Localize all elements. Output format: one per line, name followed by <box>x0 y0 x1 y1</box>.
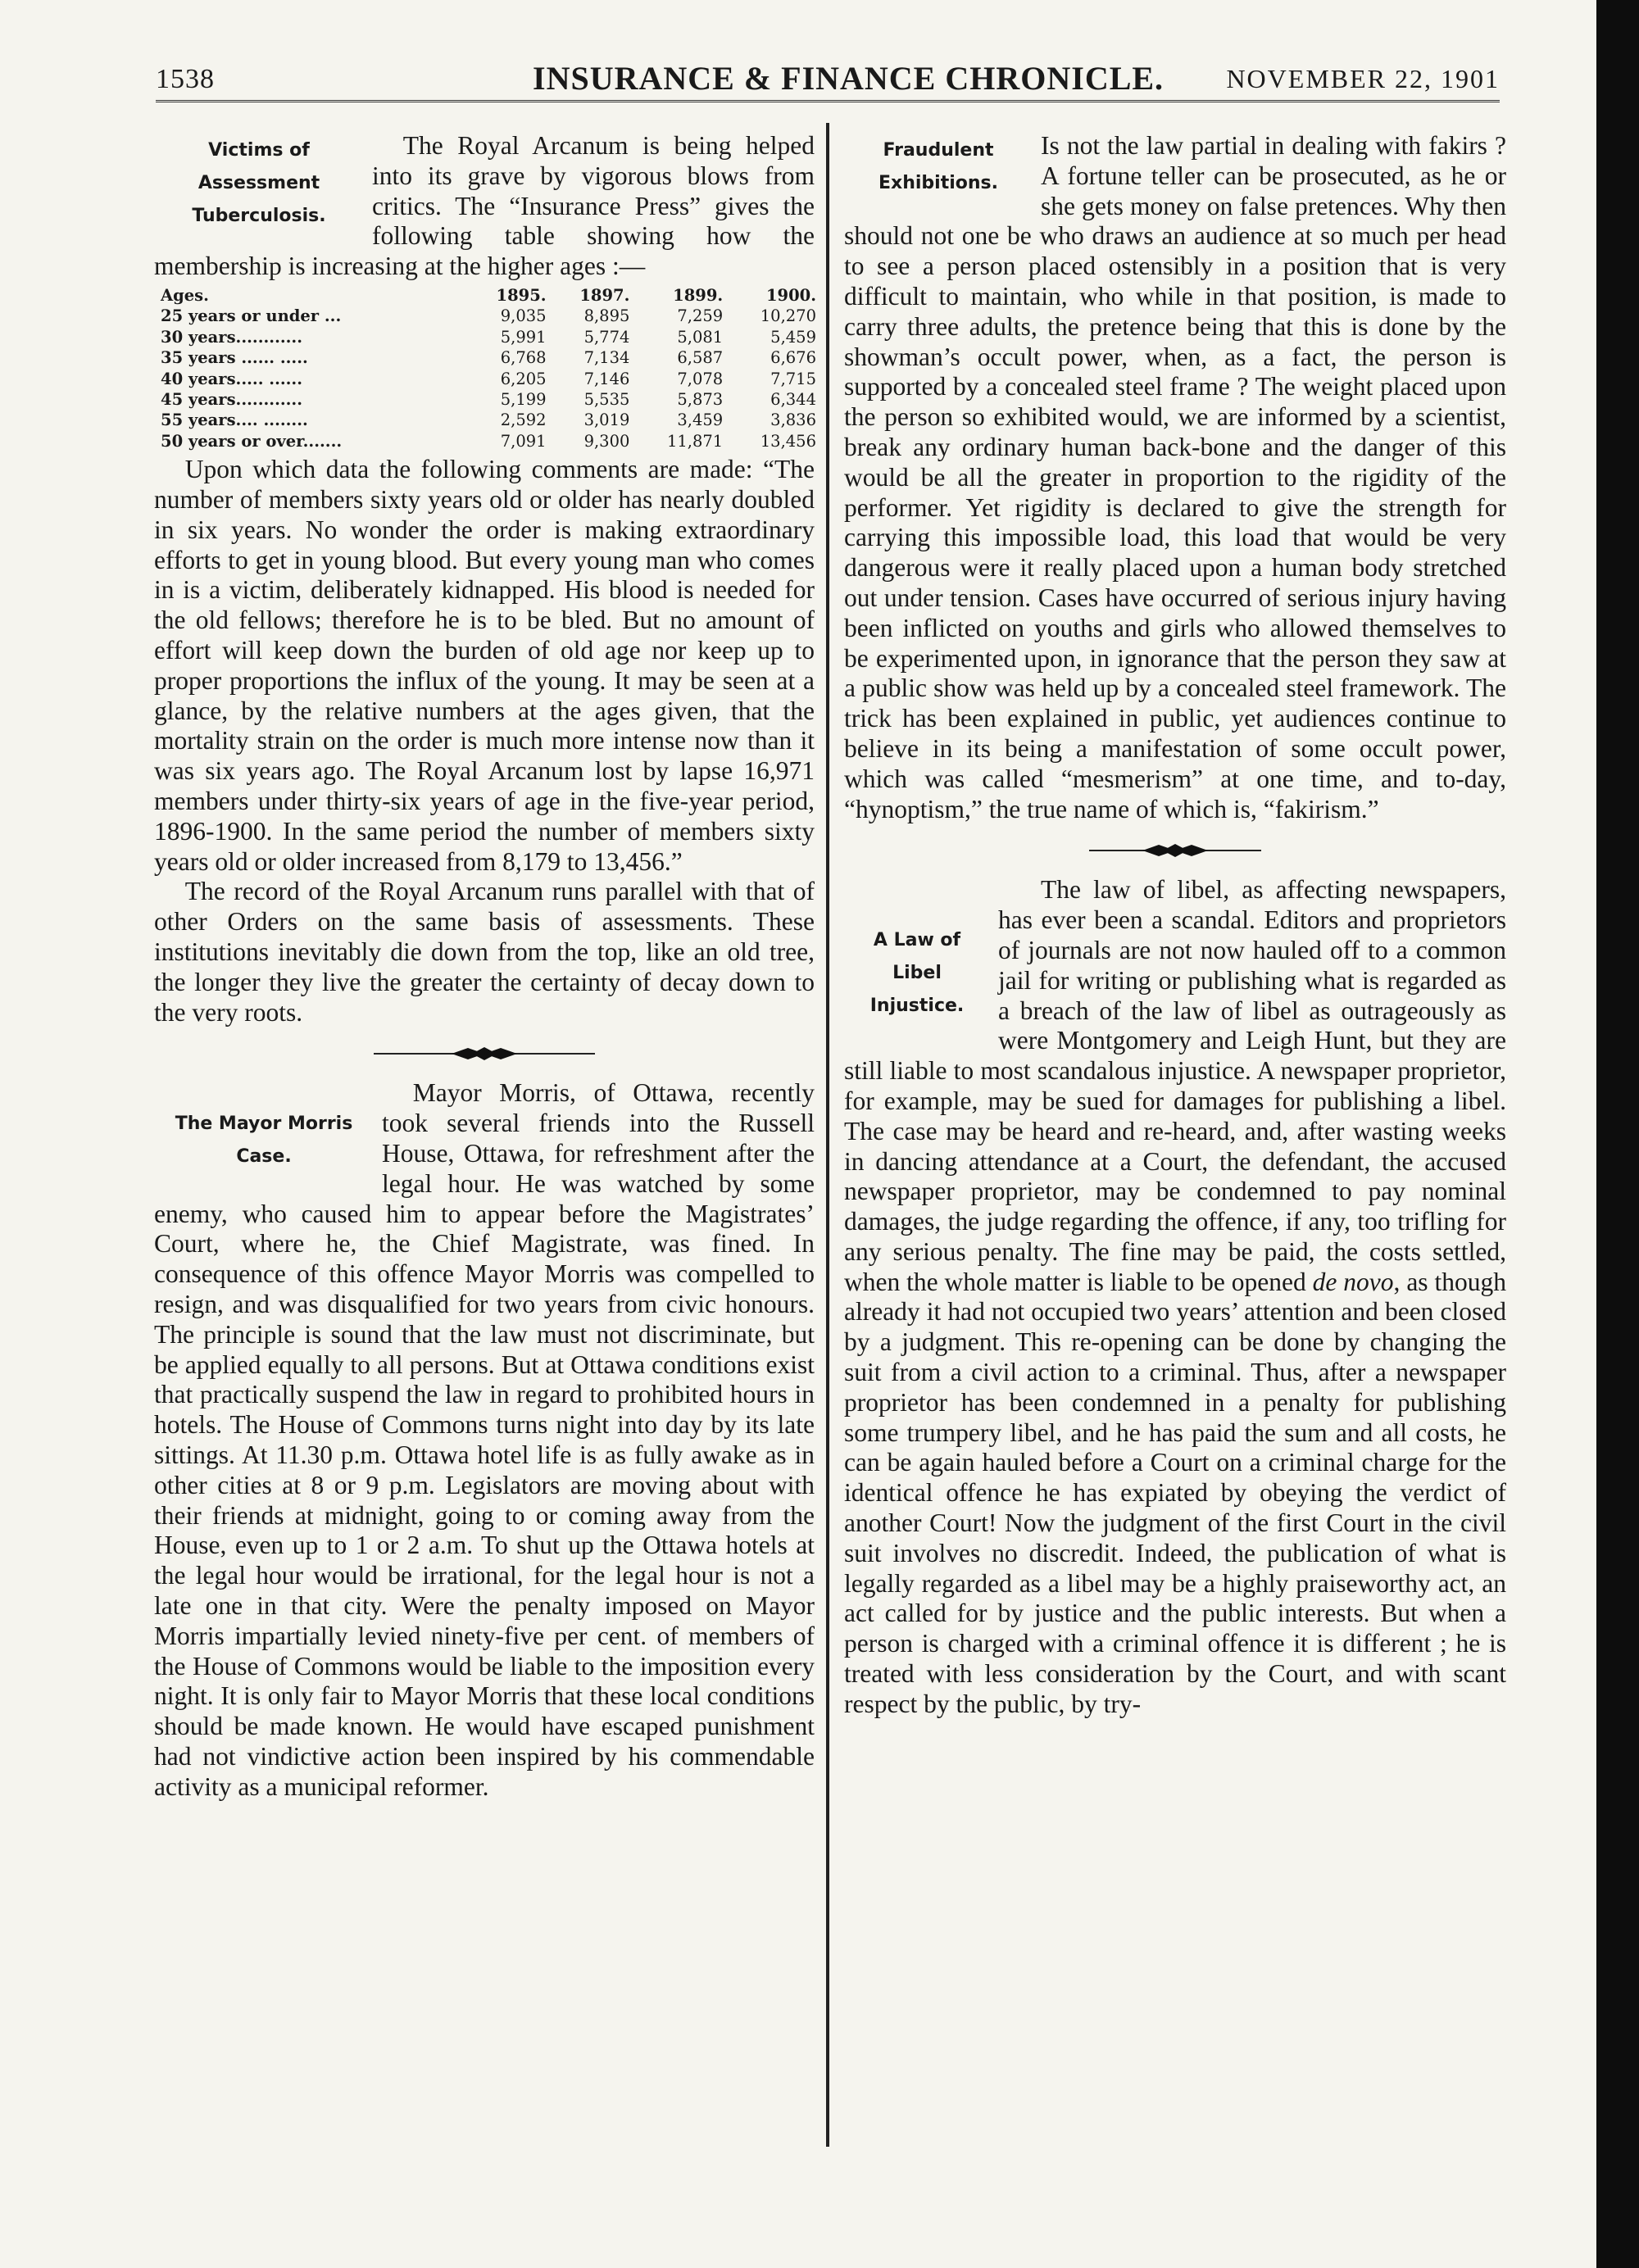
membership-cell: 7,134 <box>583 348 630 368</box>
table-header-row <box>161 285 816 306</box>
table-header: 1900. <box>765 285 816 305</box>
table-row <box>161 431 816 451</box>
membership-cell: 13,456 <box>760 431 816 451</box>
table-row <box>161 347 816 368</box>
membership-cell: 3,836 <box>770 411 816 430</box>
side-heading-line: Injustice. <box>869 996 965 1017</box>
membership-cell: 6,768 <box>500 348 547 368</box>
membership-cell: 7,146 <box>583 369 630 388</box>
membership-cell: 9,035 <box>500 306 547 326</box>
membership-cell: 6,676 <box>770 348 816 368</box>
membership-cell: 2,592 <box>500 411 547 430</box>
membership-cell: 5,873 <box>677 390 724 410</box>
table-row <box>161 369 816 389</box>
scan-border <box>1596 0 1639 2268</box>
membership-cell: 5,774 <box>583 327 630 347</box>
issue-date: NOVEMBER 22, 1901 <box>1226 64 1500 93</box>
side-heading-line: Case. <box>236 1146 292 1168</box>
age-group-cell: 50 years or over....... <box>161 431 343 451</box>
left-column <box>154 131 815 1803</box>
membership-cell: 5,081 <box>677 327 724 347</box>
table-header: 1897. <box>579 285 630 305</box>
membership-cell: 11,871 <box>666 431 724 451</box>
age-group-cell: 30 years............ <box>161 327 303 347</box>
side-heading <box>154 1108 374 1173</box>
article-assessment-tuberculosis <box>154 131 815 1027</box>
membership-cell: 6,344 <box>770 390 816 410</box>
side-heading-line: Fraudulent <box>883 140 994 161</box>
article-fraudulent-exhibitions <box>844 131 1506 824</box>
table-header: Ages. <box>161 285 209 305</box>
membership-cell: 3,459 <box>677 411 724 430</box>
side-heading <box>844 924 990 1023</box>
latin-phrase: de novo <box>1312 1267 1394 1296</box>
membership-cell: 7,078 <box>677 369 724 388</box>
membership-table <box>161 285 816 451</box>
table-row <box>161 306 816 326</box>
right-column <box>844 131 1506 1720</box>
article-text: The law of libel, as affecting newspapers, has ever been a scandal. Editors and proprietors of journals are not now hauled off to a common jail for writing or publishing what is regarded as a breach of the law of libel as outrageously as were Montgomery and Leigh Hunt, but they are still liable to most scandalous injustice. A newspaper proprietor, for example, may be sued for damages for publishing a libel. The case may be heard and re-heard, and, after wasting weeks in dancing attendance at a Court, the defendant, the accused newspaper proprietor, may be condemned to pay nominal damages, the judge regarding the offence, if any, too trifling for any serious penalty. The fine may be paid, the costs settled, when the whole matter is liable to be opened <box>844 875 1506 1296</box>
publication-title: INSURANCE & FINANCE CHRONICLE. <box>533 60 1165 97</box>
article-text: , as though already it had not occupied two years’ attention and been closed by a judgment. This re-opening can be done by changing the suit from a civil action to a criminal. Thus, after a newspaper proprietor has been condemned in a penalty for publishing some trumpery libel, and he has paid the sum and all costs, he can be again hauled before a Court on a criminal charge for the identical offence he has expiated by obeying the verdict of another Court! Now the judgment of the first Court in the civil suit involves no discredit. Indeed, the publication of what is legally regarded as a libel may be a highly praiseworthy act, an act called for by justice and the public interests. But when a person is charged with a criminal offence it is different ; he is treated with less consideration by the Court, and with scant respect by the public, by try- <box>844 1267 1506 1718</box>
age-group-cell: 55 years.... ........ <box>161 411 308 430</box>
membership-cell: 7,091 <box>500 431 547 451</box>
side-heading-line: A Law of <box>873 930 961 951</box>
side-heading-line: Libel <box>892 963 942 984</box>
side-heading-line: Assessment <box>197 173 320 193</box>
article-paragraph: Mayor Morris, of Ottawa, recently took several friends into the Russell House, Ottawa, for refreshment after the legal hour. He was watched by some enemy, who caused him to appear before the Magistrates’ Court, where he, the Chief Magistrate, was fined. In consequence of this offence Mayor Morris was compelled to resign, and was disqualified for two years from civic honours. The principle is sound that the law must not discriminate, but be applied equally to all persons. But at Ottawa conditions exist that practically suspend the law in regard to prohibited hours in hotels. The House of Commons turns night into day by its late sittings. At 11.30 p.m. Ottawa hotel life is as fully awake as in other cities at 8 or 9 p.m. Legislators are moving about with their friends at midnight, going to or coming away from the House, even up to 1 or 2 a.m. To shut up the Ottawa hotels at the legal hour would be irrational, for the legal hour is not a late one in that city. Were the penalty imposed on Mayor Morris impartially levied ninety-five per cent. of members of the House of Commons would be liable to the imposition every night. It is only fair to Mayor Morris that these local conditions should be made known. He would have escaped punishment had not vindictive action been inspired by his commendable activity as a municipal reformer. <box>154 1078 815 1801</box>
article-libel-injustice <box>844 875 1506 1719</box>
membership-cell: 5,535 <box>583 390 630 410</box>
age-group-cell: 45 years............ <box>161 390 303 410</box>
ornamental-divider <box>844 842 1506 859</box>
membership-cell: 10,270 <box>760 306 816 326</box>
membership-cell: 3,019 <box>583 411 630 430</box>
column-divider <box>826 123 829 2147</box>
table-header: 1895. <box>496 285 547 305</box>
side-heading-line: Exhibitions. <box>879 173 998 193</box>
age-group-cell: 25 years or under ... <box>161 306 342 326</box>
ornamental-divider <box>154 1046 815 1062</box>
membership-cell: 6,205 <box>500 369 547 388</box>
membership-cell: 7,259 <box>677 306 724 326</box>
membership-cell: 7,715 <box>770 369 816 388</box>
membership-cell: 5,991 <box>500 327 547 347</box>
age-group-cell: 35 years ...... ..... <box>161 348 308 368</box>
article-intro: The Royal Arcanum is being helped into its grave by vigorous blows from critics. The “Insurance Press” gives the following table showing how the membership is increasing at the higher ages :— <box>154 131 815 281</box>
header-rule <box>156 100 1500 106</box>
membership-cell: 9,300 <box>583 431 630 451</box>
membership-cell: 6,587 <box>677 348 724 368</box>
side-heading-line: Tuberculosis. <box>192 206 326 226</box>
article-paragraph: Upon which data the following comments are made: “The number of members sixty years old or older has nearly doubled in six years. No wonder the order is making extraordinary efforts to get in young blood. But every young man who comes in is a victim, deliberately kidnapped. His blood is needed for the old fellows; therefore he is to be bled. But no amount of effort will keep down the burden of old age nor keep up to proper proportions the influx of the young. It may be seen at a glance, by the relative numbers at the ages given, that the mortality strain on the order is much more intense now than it was six years ago. The Royal Arcanum lost by lapse 16,971 members under thirty-six years of age in the five-year period, 1896-1900. In the same period the number of members sixty years old or older increased from 8,179 to 13,456.” <box>154 455 815 876</box>
table-row <box>161 389 816 410</box>
article-mayor-morris <box>154 1078 815 1802</box>
side-heading-line: The Mayor Morris <box>175 1114 353 1135</box>
side-heading <box>154 134 364 233</box>
article-paragraph: Is not the law partial in dealing with fakirs ? A fortune teller can be prosecuted, as he or she gets money on false pretences. Why then should not one be who draws an audience at so much per head to see a person placed ostensibly in a position that is very difficult to maintain, who while in that position, is made to carry three adults, the pretence being that this is done by the showman’s occult power, when, as a fact, the person is supported by a concealed steel frame ? The weight placed upon the person so exhibited would, we are informed by a scientist, break any ordinary human back-bone and the danger of this would be all the greater in proportion to the rigidity of the performer. Yet rigidity is declared to give the strength for carrying this impossible load, this load that would be very dangerous were it really placed upon a human body stretched out under tension. Cases have occurred of serious injury having been inflicted on youths and girls who allowed themselves to be experimented upon, in ignorance that the person they saw at a public show was held up by a concealed steel framework. The trick has been explained in public, yet audiences continue to believe in its being a manifestation of some occult power, which was called “mesmerism” at one time, and to-day, “hynoptism,” the true name of which is, “fakirism.” <box>844 131 1506 823</box>
membership-cell: 8,895 <box>583 306 630 326</box>
article-paragraph: The record of the Royal Arcanum runs parallel with that of other Orders on the same basis of assessments. These institutions inevitably die down from the top, like an old tree, the longer they live the greater the certainty of decay down to the very roots. <box>154 877 815 1027</box>
page-number: 1538 <box>156 64 215 94</box>
membership-cell: 5,459 <box>770 327 816 347</box>
age-group-cell: 40 years..... ...... <box>161 369 303 388</box>
table-row <box>161 410 816 430</box>
table-header: 1899. <box>673 285 724 305</box>
table-row <box>161 327 816 347</box>
side-heading-line: Victims of <box>208 140 310 161</box>
side-heading <box>844 134 1033 200</box>
membership-cell: 5,199 <box>500 390 547 410</box>
